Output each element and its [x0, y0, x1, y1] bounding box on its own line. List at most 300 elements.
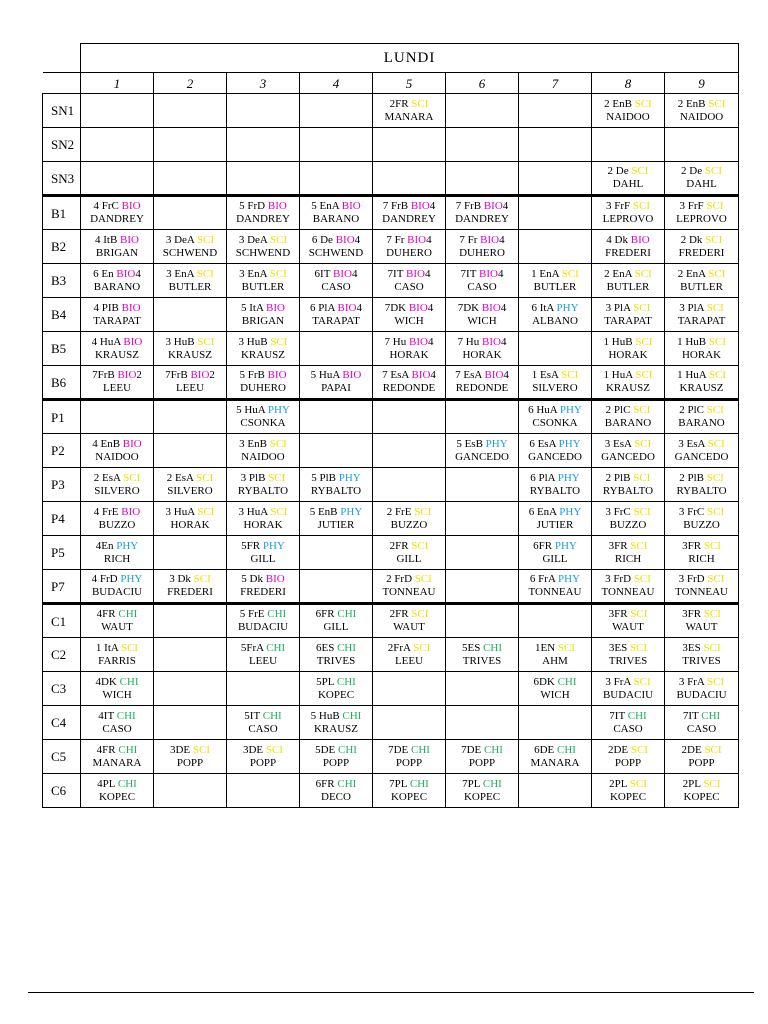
- period-header-row: [43, 73, 739, 94]
- room-label: C3: [43, 672, 81, 706]
- lesson-cell: [154, 706, 227, 740]
- class-code: 2DE: [681, 743, 702, 756]
- lesson-cell: [81, 672, 154, 706]
- lesson-cell: [81, 332, 154, 366]
- day-title: LUNDI: [81, 44, 739, 73]
- teacher-name: RICH: [103, 552, 131, 565]
- subject-code: SCI: [707, 505, 725, 518]
- lesson-class-line: [300, 744, 372, 757]
- lesson-class-line: [154, 744, 226, 757]
- subject-code: BIO: [478, 267, 498, 280]
- teacher-name: KOPEC: [463, 790, 501, 803]
- lesson-class-line: [665, 165, 738, 178]
- lesson-cell: [300, 706, 373, 740]
- subject-code: SCI: [708, 369, 726, 381]
- subject-code: SCI: [561, 267, 579, 280]
- lesson-cell: [665, 740, 739, 774]
- subject-code: SCI: [269, 437, 287, 450]
- lesson-class-line: [592, 506, 664, 519]
- subject-code: SCI: [193, 573, 211, 585]
- lesson-cell: [373, 332, 446, 366]
- lesson-cell: [154, 570, 227, 604]
- lesson-class-line: [81, 506, 153, 519]
- lesson-class-line: [227, 472, 299, 485]
- teacher-name: GILL: [542, 552, 568, 565]
- lesson-cell: [665, 332, 739, 366]
- lesson-cell: [81, 128, 154, 162]
- lesson-class-line: [154, 336, 226, 349]
- lesson-cell: [665, 366, 739, 400]
- class-code: 2FR: [389, 97, 409, 110]
- class-code: 3 PlB: [240, 471, 266, 484]
- lesson-cell: [154, 672, 227, 706]
- lesson-cell: [446, 264, 519, 298]
- lesson-class-line: [373, 608, 445, 621]
- room-row: [43, 774, 739, 808]
- subject-code: SCI: [270, 505, 288, 518]
- teacher-name: FREDERI: [167, 586, 213, 598]
- teacher-name: BUDACIU: [676, 688, 727, 701]
- subject-code: BIO: [342, 369, 362, 381]
- lesson-class-line: [81, 778, 153, 791]
- subject-code: BIO: [409, 335, 428, 348]
- lesson-cell: [154, 740, 227, 774]
- lesson-cell: [446, 298, 519, 332]
- lesson-cell: [300, 264, 373, 298]
- lesson-cell: [154, 366, 227, 400]
- subject-code: SCI: [706, 471, 724, 484]
- lesson-cell: [592, 264, 665, 298]
- lesson-cell: [592, 672, 665, 706]
- teacher-name: LEEU: [248, 654, 278, 667]
- lesson-class-line: [592, 369, 664, 382]
- lesson-cell: [592, 774, 665, 808]
- lesson-cell: [81, 774, 154, 808]
- room-label: C5: [43, 740, 81, 774]
- teacher-name: BUZZO: [609, 518, 647, 531]
- period-header: 4: [300, 73, 373, 94]
- class-code: 3FR: [608, 608, 628, 620]
- lesson-class-line: [81, 573, 153, 586]
- room-label: B1: [43, 196, 81, 230]
- lesson-cell: [446, 706, 519, 740]
- room-row: [43, 196, 739, 230]
- class-code: 5 FrE: [239, 608, 265, 620]
- lesson-class-line: [300, 710, 372, 723]
- subject-code: PHY: [262, 539, 285, 552]
- teacher-name: SILVERO: [94, 484, 140, 497]
- lesson-class-line: [300, 642, 372, 655]
- room-label: B4: [43, 298, 81, 332]
- teacher-name: FREDERI: [678, 246, 725, 259]
- class-code: 6 En: [93, 267, 114, 280]
- class-code: 7 FrB: [455, 200, 482, 212]
- lesson-cell: [81, 230, 154, 264]
- subject-code: CHI: [119, 675, 139, 688]
- class-code: 2 PlB: [679, 471, 704, 484]
- teacher-name: BUDACIU: [237, 621, 289, 633]
- subject-code: PHY: [559, 505, 582, 518]
- subject-code: CHI: [627, 709, 647, 722]
- class-code: 7DE: [461, 743, 482, 756]
- lesson-class-line: [154, 472, 226, 485]
- lesson-cell: [227, 468, 300, 502]
- lesson-class-line: [81, 472, 153, 485]
- teacher-name: GILL: [323, 621, 349, 633]
- lesson-cell: [446, 468, 519, 502]
- room-label: B2: [43, 230, 81, 264]
- lesson-cell: [592, 740, 665, 774]
- subject-code: SCI: [411, 97, 429, 110]
- subject-code: PHY: [557, 471, 580, 484]
- lesson-cell: [227, 502, 300, 536]
- lesson-class-line: [519, 642, 591, 655]
- lesson-class-line: [81, 540, 153, 553]
- lesson-cell: [373, 706, 446, 740]
- lesson-class-line: [592, 165, 664, 178]
- class-code: 1 HuA: [677, 369, 707, 381]
- lesson-cell: [665, 706, 739, 740]
- class-code: 7PL: [462, 777, 481, 790]
- class-code: 1 EsA: [531, 369, 559, 381]
- class-code: 7 Hu: [384, 335, 407, 348]
- class-code: 2FrA: [387, 641, 411, 654]
- bottom-rule: [28, 992, 754, 993]
- subject-code: BIO: [121, 505, 141, 518]
- subject-code: BIO: [408, 301, 428, 314]
- teacher-name: RICH: [688, 552, 715, 565]
- lesson-cell: [81, 162, 154, 196]
- lesson-class-line: [300, 506, 372, 519]
- room-label: C6: [43, 774, 81, 808]
- lesson-cell: [446, 740, 519, 774]
- lesson-cell: [446, 604, 519, 638]
- teacher-name: WICH: [540, 688, 570, 701]
- lesson-class-line: [81, 676, 153, 689]
- lesson-class-line: [373, 268, 445, 281]
- lesson-cell: [446, 638, 519, 672]
- lesson-class-line: [592, 200, 664, 213]
- teacher-name: TARAPAT: [312, 314, 360, 327]
- subject-code: SCI: [120, 641, 139, 654]
- subject-code: PHY: [485, 437, 508, 450]
- class-code: 5 EsB: [456, 437, 483, 450]
- class-code: 5FR: [241, 539, 261, 552]
- lesson-cell: [519, 366, 592, 400]
- lesson-class-line: [227, 608, 299, 621]
- class-code: 7IT: [460, 267, 477, 280]
- room-row: [43, 672, 739, 706]
- lesson-class-line: [665, 506, 738, 519]
- lesson-cell: [592, 128, 665, 162]
- teacher-name: LEEU: [175, 382, 205, 394]
- lesson-class-line: [665, 676, 738, 689]
- lesson-cell: [154, 434, 227, 468]
- subject-code: CHI: [557, 675, 577, 688]
- subject-code: CHI: [337, 777, 357, 790]
- class-code: 6 De: [311, 233, 333, 246]
- class-code: 3 DeA: [238, 233, 268, 246]
- class-code: 3 FrA: [605, 675, 631, 688]
- lesson-cell: [300, 230, 373, 264]
- lesson-class-line: [592, 98, 664, 111]
- lesson-class-line: [519, 744, 591, 757]
- teacher-name: WAUT: [612, 621, 644, 633]
- subject-suffix: 4: [427, 301, 434, 314]
- lesson-class-line: [592, 744, 664, 757]
- lesson-class-line: [227, 302, 299, 315]
- class-code: 1 HuB: [677, 335, 707, 348]
- lesson-cell: [227, 366, 300, 400]
- subject-code: CHI: [116, 709, 136, 722]
- lesson-cell: [300, 468, 373, 502]
- lesson-class-line: [446, 778, 518, 791]
- lesson-cell: [665, 672, 739, 706]
- lesson-cell: [373, 502, 446, 536]
- room-row: [43, 468, 739, 502]
- teacher-name: CASO: [248, 722, 278, 735]
- room-label: P5: [43, 536, 81, 570]
- lesson-class-line: [592, 710, 664, 723]
- lesson-class-line: [665, 98, 738, 111]
- room-row: [43, 366, 739, 400]
- teacher-name: BUTLER: [680, 280, 723, 293]
- class-code: 3 EnA: [166, 267, 194, 280]
- class-code: 7IT: [387, 267, 404, 280]
- class-code: 7FrB: [165, 369, 188, 381]
- subject-code: CHI: [118, 608, 138, 620]
- period-header: 1: [81, 73, 154, 94]
- lesson-class-line: [300, 608, 372, 621]
- class-code: 3 EnA: [239, 267, 267, 280]
- subject-code: SCI: [704, 743, 722, 756]
- teacher-name: CSONKA: [532, 417, 578, 429]
- subject-code: SCI: [630, 539, 648, 552]
- lesson-class-line: [81, 302, 153, 315]
- teacher-name: BUTLER: [606, 280, 650, 293]
- lesson-cell: [446, 434, 519, 468]
- teacher-name: MANARA: [384, 110, 434, 123]
- lesson-cell: [227, 332, 300, 366]
- class-code: 6DE: [534, 743, 555, 756]
- class-code: 3 FrA: [678, 675, 705, 688]
- lesson-cell: [154, 502, 227, 536]
- class-code: 2 Dk: [680, 233, 703, 246]
- class-code: 2 PlC: [605, 404, 631, 416]
- lesson-cell: [373, 774, 446, 808]
- subject-code: BIO: [341, 200, 361, 212]
- subject-code: BIO: [122, 437, 142, 450]
- class-code: 5IT: [244, 709, 260, 722]
- lesson-cell: [81, 502, 154, 536]
- lesson-class-line: [81, 642, 153, 655]
- class-code: 5 PlB: [311, 471, 336, 484]
- lesson-class-line: [227, 200, 299, 213]
- teacher-name: CASO: [102, 722, 132, 735]
- class-code: 4 FrC: [93, 200, 119, 212]
- teacher-name: WICH: [394, 314, 424, 327]
- lesson-cell: [446, 162, 519, 196]
- class-code: 3FR: [682, 539, 702, 552]
- lesson-cell: [665, 434, 739, 468]
- subject-code: SCI: [703, 777, 721, 790]
- teacher-name: KOPEC: [317, 688, 355, 701]
- room-row: [43, 638, 739, 672]
- teacher-name: KOPEC: [98, 790, 136, 803]
- lesson-class-line: [519, 268, 591, 281]
- lesson-cell: [81, 298, 154, 332]
- class-code: 5 HuB: [310, 709, 340, 722]
- subject-suffix: 4: [426, 233, 432, 246]
- class-code: 6 ItA: [531, 301, 554, 314]
- subject-code: SCI: [629, 777, 647, 790]
- class-code: 4 Dk: [606, 233, 628, 246]
- lesson-class-line: [592, 268, 664, 281]
- subject-code: PHY: [556, 301, 579, 314]
- lesson-cell: [446, 536, 519, 570]
- teacher-name: JUTIER: [536, 518, 574, 531]
- teacher-name: KOPEC: [390, 790, 428, 803]
- lesson-cell: [300, 604, 373, 638]
- class-code: 2 EsA: [166, 471, 194, 484]
- lesson-class-line: [373, 744, 445, 757]
- class-code: 6 EnA: [528, 505, 557, 518]
- class-code: 6DK: [533, 675, 555, 688]
- lesson-cell: [81, 536, 154, 570]
- class-code: 3 FrD: [678, 573, 705, 585]
- class-code: 7 EsA: [455, 369, 482, 381]
- lesson-cell: [81, 434, 154, 468]
- lesson-cell: [373, 128, 446, 162]
- lesson-cell: [519, 740, 592, 774]
- lesson-class-line: [665, 404, 738, 417]
- class-code: 7DE: [388, 743, 409, 756]
- teacher-name: MANARA: [530, 756, 580, 769]
- lesson-class-line: [519, 369, 591, 382]
- teacher-name: HORAK: [389, 348, 429, 361]
- lesson-class-line: [446, 336, 518, 349]
- lesson-class-line: [373, 234, 445, 247]
- lesson-cell: [519, 468, 592, 502]
- subject-code: CHI: [342, 709, 362, 722]
- lesson-cell: [592, 638, 665, 672]
- subject-code: BIO: [121, 200, 141, 212]
- subject-code: SCI: [633, 404, 651, 416]
- lesson-cell: [373, 672, 446, 706]
- lesson-cell: [154, 774, 227, 808]
- class-code: 4En: [95, 539, 114, 552]
- lesson-cell: [665, 128, 739, 162]
- lesson-class-line: [227, 268, 299, 281]
- lesson-class-line: [665, 642, 738, 655]
- room-row: [43, 706, 739, 740]
- lesson-class-line: [81, 608, 153, 621]
- teacher-name: WAUT: [101, 621, 133, 633]
- subject-code: SCI: [634, 267, 652, 280]
- class-code: 3 HuA: [165, 505, 195, 518]
- lesson-cell: [300, 672, 373, 706]
- subject-code: SCI: [704, 165, 722, 177]
- lesson-cell: [300, 774, 373, 808]
- subject-code: BIO: [337, 301, 357, 314]
- class-code: 7 FrB: [382, 200, 409, 212]
- class-code: 2PL: [682, 777, 701, 790]
- lesson-cell: [665, 196, 739, 230]
- period-header: 5: [373, 73, 446, 94]
- subject-code: SCI: [708, 97, 726, 110]
- lesson-cell: [665, 264, 739, 298]
- lesson-cell: [373, 434, 446, 468]
- class-code: 2PL: [609, 777, 628, 790]
- subject-code: SCI: [414, 505, 432, 518]
- lesson-class-line: [665, 710, 738, 723]
- subject-suffix: 4: [427, 335, 434, 348]
- lesson-class-line: [81, 710, 153, 723]
- lesson-class-line: [373, 778, 445, 791]
- lesson-cell: [665, 638, 739, 672]
- subject-code: BIO: [407, 233, 427, 246]
- lesson-cell: [154, 468, 227, 502]
- subject-suffix: 4: [503, 369, 509, 381]
- teacher-name: GANCEDO: [528, 450, 582, 463]
- lesson-cell: [665, 230, 739, 264]
- teacher-name: SILVERO: [532, 382, 578, 394]
- subject-code: PHY: [120, 573, 143, 585]
- teacher-name: WICH: [467, 314, 497, 327]
- class-code: 4 ItB: [94, 233, 118, 246]
- lesson-cell: [373, 366, 446, 400]
- subject-code: SCI: [270, 233, 288, 246]
- lesson-cell: [373, 468, 446, 502]
- teacher-name: BUTLER: [533, 280, 577, 293]
- lesson-class-line: [154, 234, 226, 247]
- teacher-name: PAPAI: [321, 382, 351, 394]
- subject-code: SCI: [197, 335, 215, 348]
- teacher-name: NAIDOO: [606, 110, 650, 123]
- class-code: 5 ItA: [240, 301, 264, 314]
- lesson-class-line: [300, 234, 372, 247]
- teacher-name: RICH: [614, 552, 642, 565]
- class-code: 2 FrD: [386, 573, 413, 585]
- class-code: 4DK: [95, 675, 117, 688]
- subject-code: CHI: [483, 641, 503, 654]
- lesson-cell: [373, 162, 446, 196]
- lesson-class-line: [592, 404, 664, 417]
- teacher-name: RYBALTO: [529, 484, 581, 497]
- class-code: 2 EnA: [604, 267, 632, 280]
- subject-suffix: 4: [502, 200, 509, 212]
- lesson-class-line: [665, 438, 738, 451]
- lesson-cell: [154, 638, 227, 672]
- lesson-cell: [300, 740, 373, 774]
- teacher-name: KOPEC: [609, 790, 647, 803]
- teacher-name: KRAUSZ: [240, 348, 285, 361]
- lesson-cell: [300, 162, 373, 196]
- lesson-cell: [592, 434, 665, 468]
- subject-code: SCI: [703, 641, 721, 654]
- subject-code: BIO: [265, 573, 285, 585]
- class-code: 1EN: [534, 641, 556, 654]
- lesson-cell: [227, 298, 300, 332]
- class-code: 1 HuB: [603, 335, 633, 348]
- lesson-cell: [519, 672, 592, 706]
- subject-suffix: 4: [500, 335, 507, 348]
- lesson-cell: [227, 740, 300, 774]
- class-code: 3 PlA: [605, 301, 631, 314]
- timetable-body: [43, 94, 739, 808]
- lesson-cell: [519, 536, 592, 570]
- room-row: [43, 604, 739, 638]
